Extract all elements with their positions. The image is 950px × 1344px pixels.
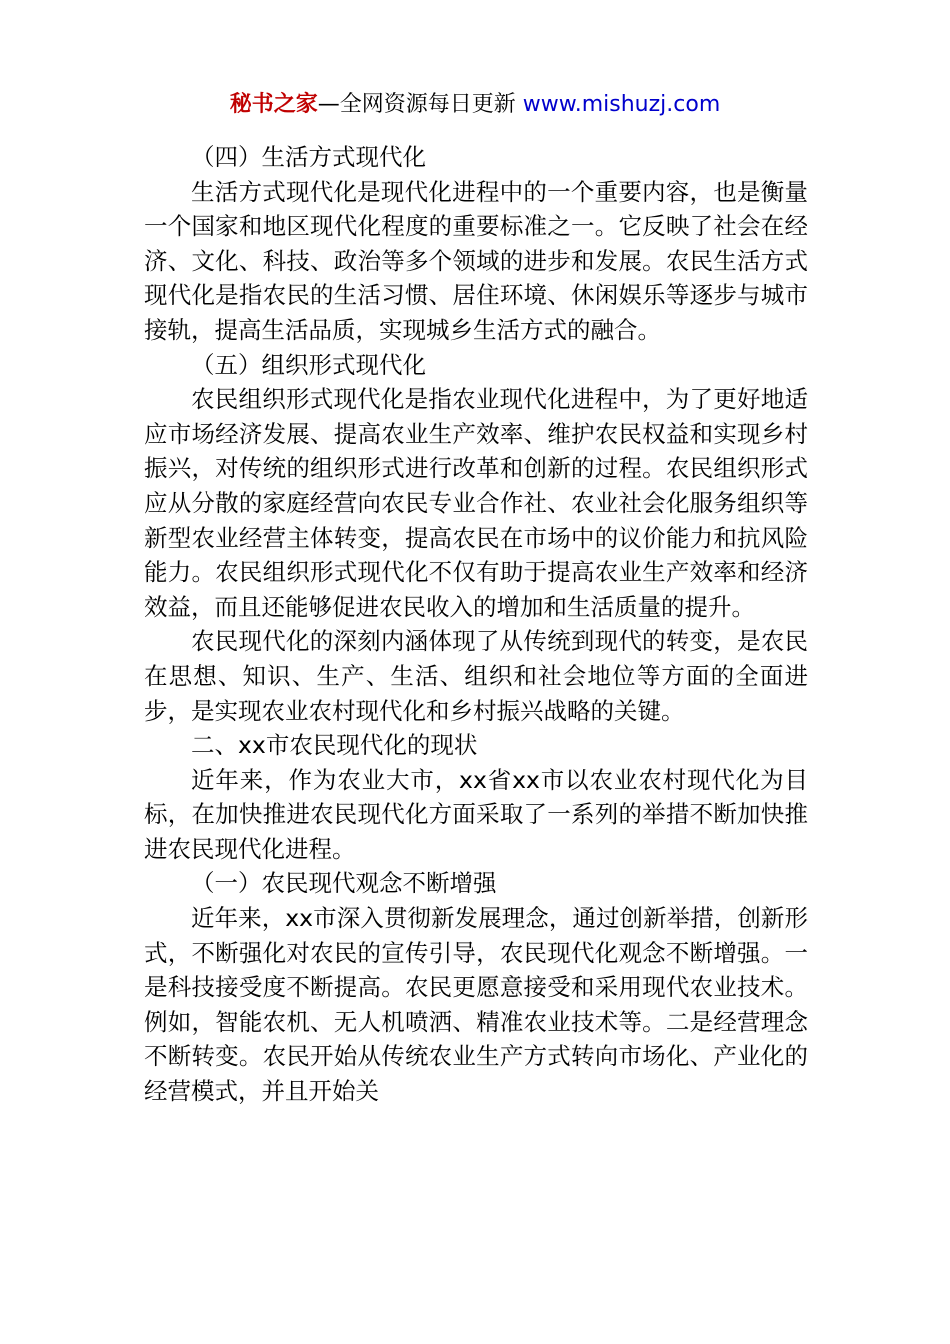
section-heading-lifestyle: （四）生活方式现代化	[191, 143, 426, 171]
paragraph-organization: 农民组织形式现代化是指农业现代化进程中，为了更好地适应市场经济发展、提高农业生产效率、维护农民权益和实现乡村振兴，对传统的组织形式进行改革和创新的过程。农民组织形式应从分散的家庭经营向农民专业合作社、农业社会化服务组织等新型农业经营主体转变，提高农民在市场中的议价能力和抗风险能力。农民组织形式现代化不仅有助于提高农业生产效率和经济效益，而且还能够促进农民收入的增加和生活质量的提升。	[144, 385, 808, 621]
paragraph-summary: 农民现代化的深刻内涵体现了从传统到现代的转变，是农民在思想、知识、生产、生活、组织和社会地位等方面的全面进步，是实现农业农村现代化和乡村振兴战略的关键。	[144, 627, 808, 725]
paragraph-status-intro: 近年来，作为农业大市，xx省xx市以农业农村现代化为目标，在加快推进农民现代化方面采取了一系列的举措不断加快推进农民现代化进程。	[144, 765, 808, 863]
section-heading-concepts: （一）农民现代观念不断增强	[191, 869, 497, 898]
section-heading-organization: （五）组织形式现代化	[191, 350, 426, 379]
section-heading-status: 二、xx市农民现代化的现状	[191, 731, 478, 760]
site-brand: 秘书之家	[229, 92, 318, 117]
site-slogan: 全网资源每日更新	[339, 92, 516, 117]
site-header	[0, 88, 950, 122]
document-body	[144, 140, 808, 1109]
paragraph-lifestyle: 生活方式现代化是现代化进程中的一个重要内容，也是衡量一个国家和地区现代化程度的重要标准之一。它反映了社会在经济、文化、科技、政治等多个领域的进步和发展。农民生活方式现代化是指农民的生活习惯、居住环境、休闲娱乐等逐步与城市接轨，提高生活品质，实现城乡生活方式的融合。	[144, 177, 808, 344]
paragraph-concepts: 近年来，xx市深入贯彻新发展理念，通过创新举措，创新形式，不断强化对农民的宣传引导，农民现代化观念不断增强。一是科技接受度不断提高。农民更愿意接受和采用现代农业技术。例如，智能农机、无人机喷洒、精准农业技术等。二是经营理念不断转变。农民开始从传统农业生产方式转向市场化、产业化的经营模式，并且开始关	[144, 904, 808, 1106]
header-dash: —	[317, 92, 340, 117]
site-url-link[interactable]: www.mishuzj.com	[522, 92, 721, 117]
